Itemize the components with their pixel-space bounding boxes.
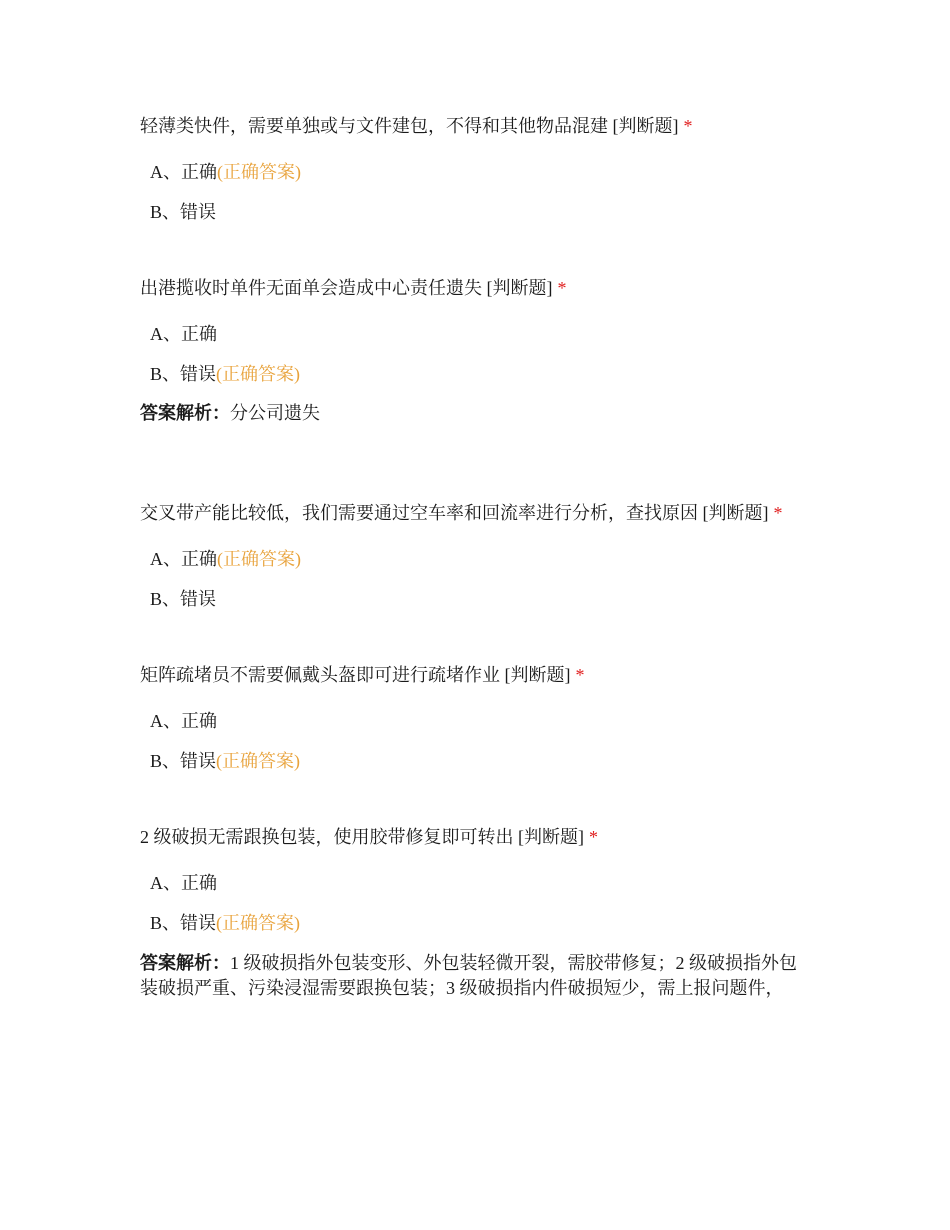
option-label: A、正确: [150, 711, 217, 731]
option-label: A、正确: [150, 162, 217, 182]
option-label: A、正确: [150, 549, 217, 569]
option-label: A、正确: [150, 873, 217, 893]
correct-answer-tag: (正确答案): [217, 162, 301, 182]
explanation-label: 答案解析：: [140, 403, 230, 423]
explanation-label: 答案解析：: [140, 953, 230, 973]
required-mark: *: [557, 278, 567, 298]
required-mark: *: [773, 503, 783, 523]
explanation-text: 1 级破损指外包装变形、外包装轻微开裂，需胶带修复；2 级破损指外包装破损严重、污染浸湿需要跟换包装；3 级破损指内件破损短少，需上报问题件，: [140, 953, 797, 998]
option-label: B、错误: [150, 202, 217, 222]
question-5-explanation: [140, 951, 805, 1001]
option-label: B、错误: [150, 751, 217, 771]
question-5-option-a: [150, 871, 217, 895]
required-mark: *: [683, 116, 693, 136]
question-text: 轻薄类快件，需要单独或与文件建包，不得和其他物品混建 [判断题]: [140, 116, 679, 136]
correct-answer-tag: (正确答案): [216, 364, 301, 384]
explanation-text: 分公司遗失: [230, 403, 320, 423]
question-2-option-b: [150, 362, 300, 386]
question-2-option-a: [150, 322, 217, 346]
required-mark: *: [589, 827, 598, 847]
question-1-title: [140, 114, 693, 138]
option-label: A、正确: [150, 324, 217, 344]
required-mark: *: [575, 665, 585, 685]
correct-answer-tag: (正确答案): [216, 913, 301, 933]
question-2-explanation: [140, 401, 805, 426]
question-text: 交叉带产能比较低，我们需要通过空车率和回流率进行分析，查找原因 [判断题]: [140, 503, 769, 523]
correct-answer-tag: (正确答案): [216, 751, 301, 771]
question-3-option-a: [150, 547, 301, 571]
question-2-title: [140, 276, 567, 300]
question-4-option-b: [150, 749, 300, 773]
question-text: 矩阵疏堵员不需要佩戴头盔即可进行疏堵作业 [判断题]: [140, 665, 571, 685]
question-5-title: [140, 825, 598, 849]
question-4-title: [140, 663, 585, 687]
option-label: B、错误: [150, 913, 217, 933]
question-1-option-b: [150, 200, 216, 224]
question-5-option-b: [150, 911, 300, 935]
option-label: B、错误: [150, 364, 217, 384]
question-1-option-a: [150, 160, 301, 184]
option-label: B、错误: [150, 589, 217, 609]
correct-answer-tag: (正确答案): [217, 549, 301, 569]
question-text: 2 级破损无需跟换包装，使用胶带修复即可转出 [判断题]: [140, 827, 584, 847]
question-3-title: [140, 501, 783, 525]
question-text: 出港揽收时单件无面单会造成中心责任遗失 [判断题]: [140, 278, 553, 298]
question-4-option-a: [150, 709, 217, 733]
question-3-option-b: [150, 587, 216, 611]
